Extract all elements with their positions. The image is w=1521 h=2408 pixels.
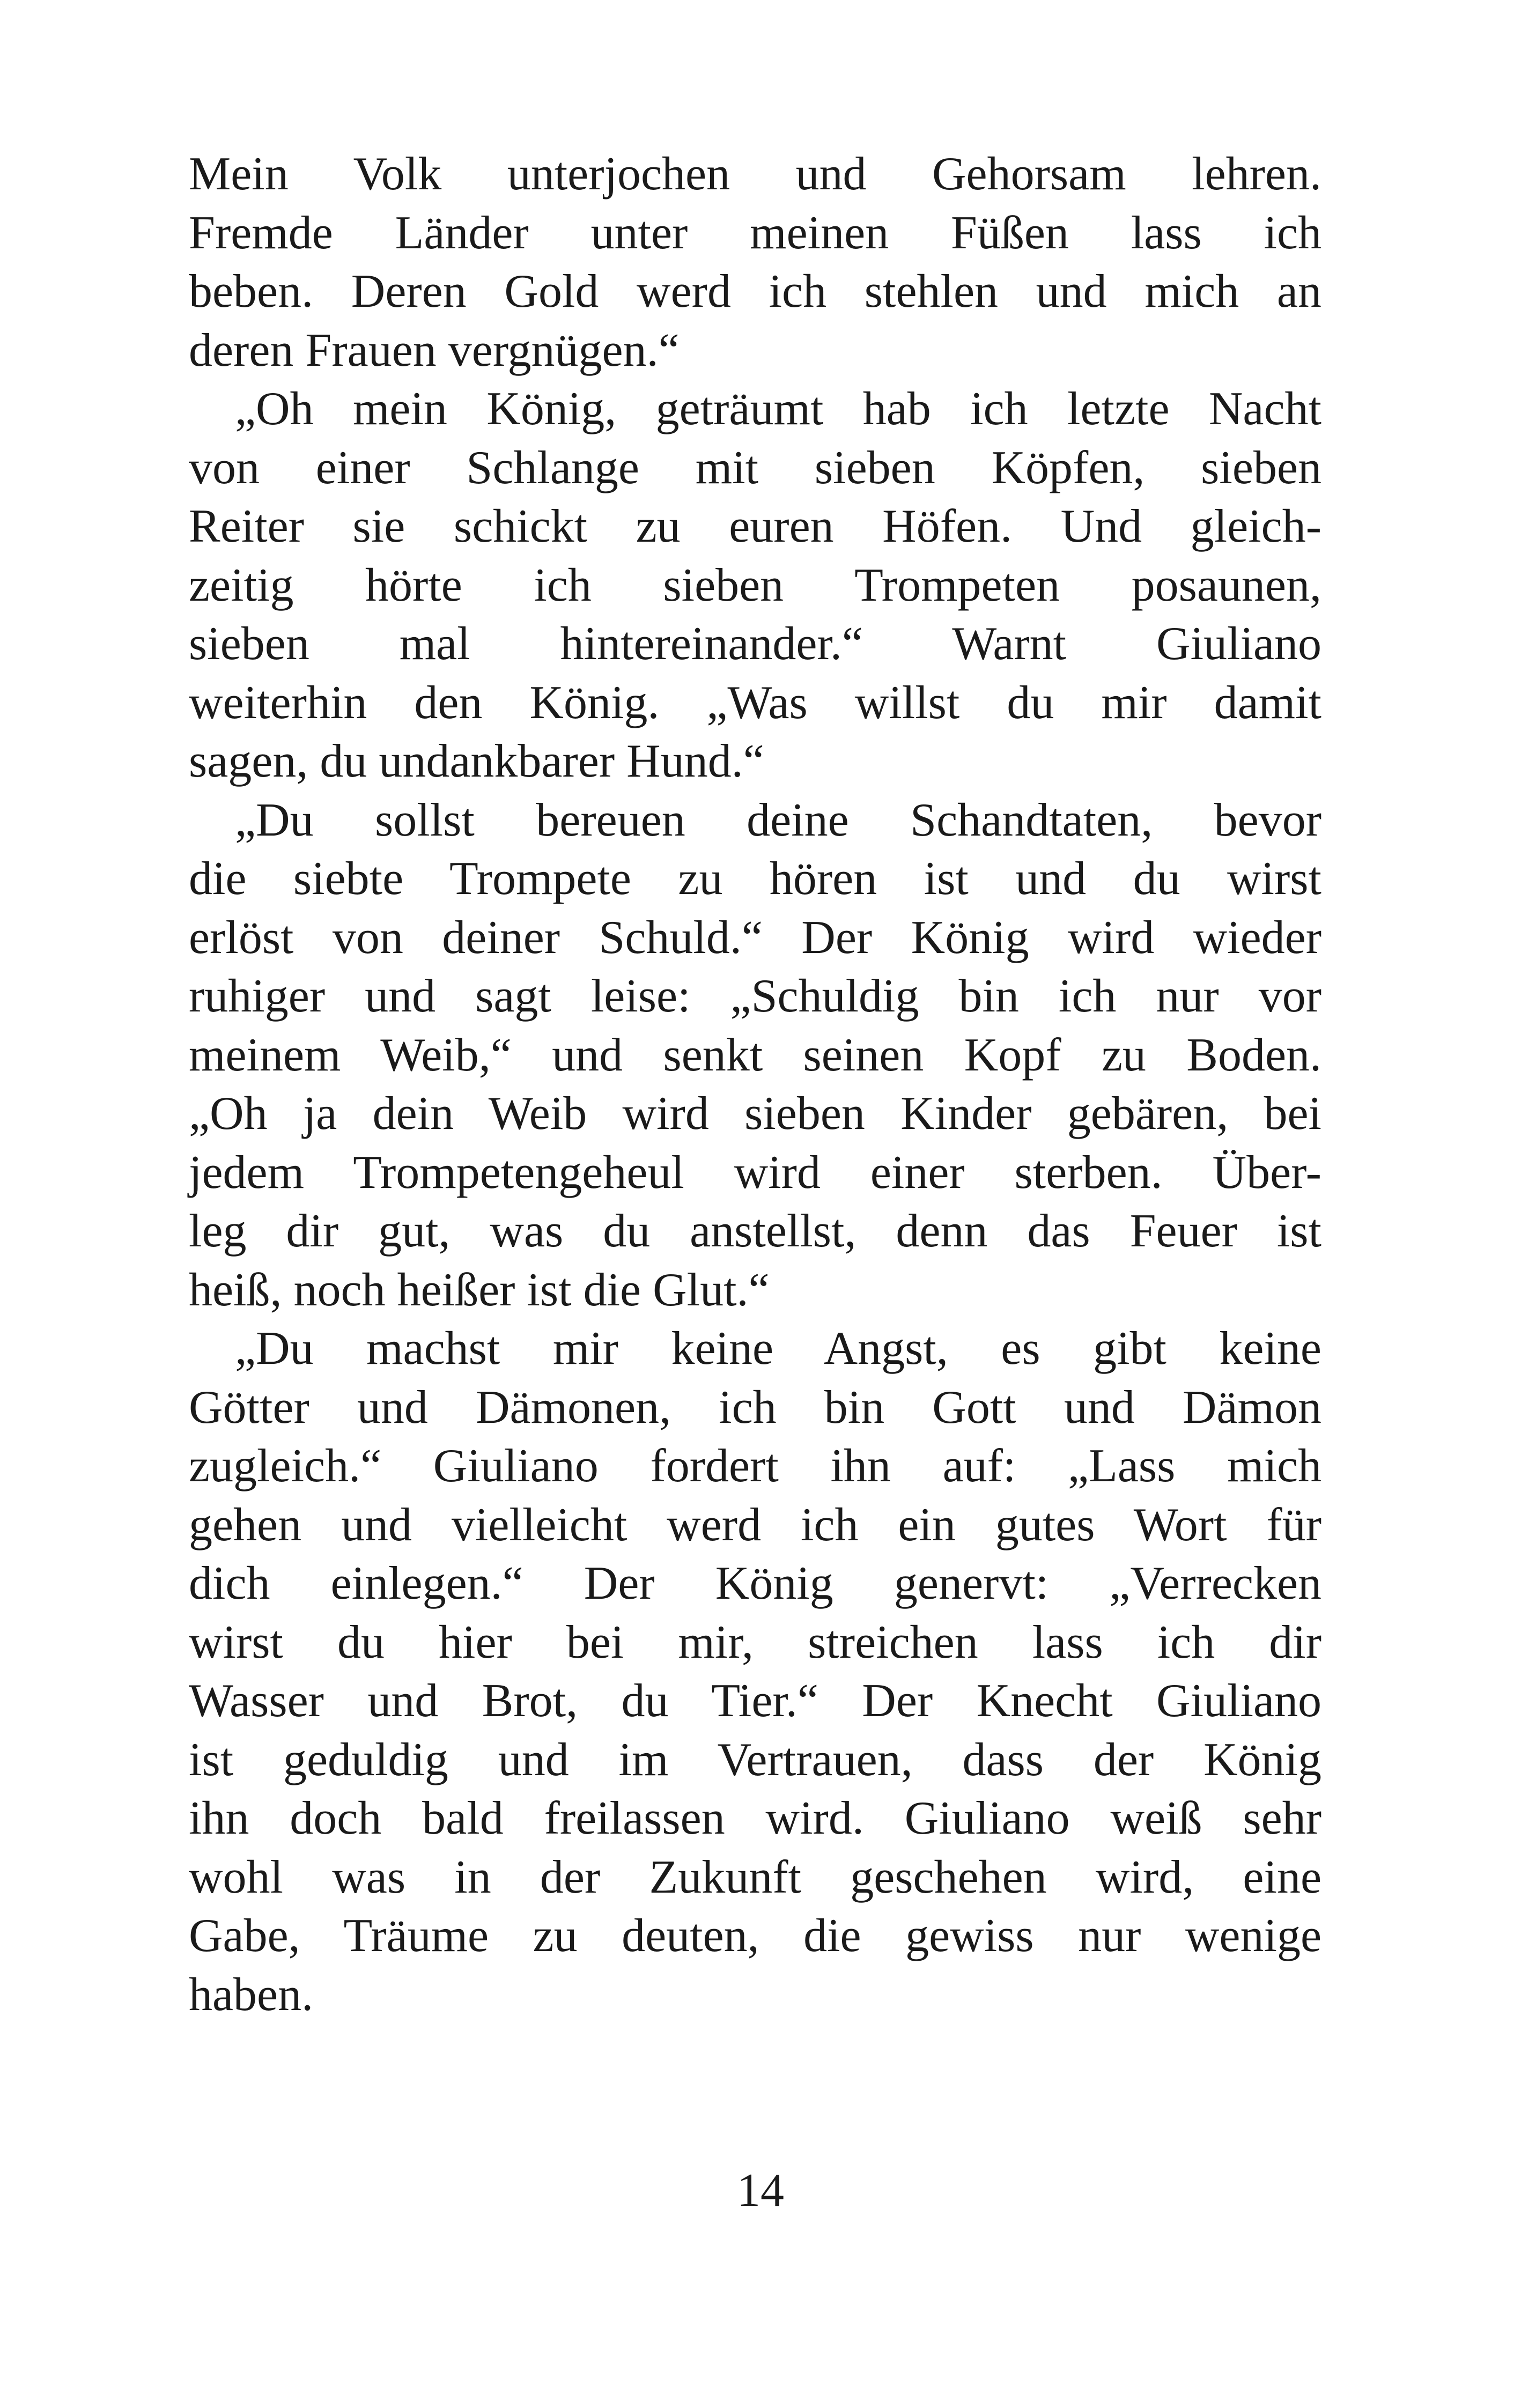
- text-line: Wasser und Brot, du Tier.“ Der Knecht Giuliano: [189, 1675, 1321, 1727]
- paragraph-1: [189, 145, 1321, 380]
- paragraph-2: [189, 380, 1321, 791]
- text-line: Reiter sie schickt zu euren Höfen. Und gleich-: [189, 500, 1321, 552]
- text-line: jedem Trompetengeheul wird einer sterben. Über-: [189, 1146, 1321, 1199]
- text-line: sieben mal hintereinander.“ Warnt Giuliano: [189, 618, 1321, 670]
- text-line: dich einlegen.“ Der König genervt: „Verrecken: [189, 1557, 1321, 1609]
- text-line: „Du sollst bereuen deine Schandtaten, bevor: [235, 794, 1321, 846]
- text-line: Götter und Dämonen, ich bin Gott und Dämon: [189, 1381, 1321, 1434]
- text-line: ist geduldig und im Vertrauen, dass der König: [189, 1733, 1321, 1786]
- text-line: Mein Volk unterjochen und Gehorsam lehren.: [189, 148, 1321, 200]
- text-line: deren Frauen vergnügen.“: [189, 324, 680, 376]
- text-line: gehen und vielleicht werd ich ein gutes Wort für: [189, 1498, 1321, 1551]
- text-line: heiß, noch heißer ist die Glut.“: [189, 1264, 770, 1316]
- text-line: haben.: [189, 1968, 314, 2021]
- text-line: sagen, du undankbarer Hund.“: [189, 735, 764, 787]
- text-line: Gabe, Träume zu deuten, die gewiss nur wenige: [189, 1910, 1321, 1962]
- text-line: „Oh ja dein Weib wird sieben Kinder gebären, bei: [189, 1088, 1321, 1140]
- text-line: „Oh mein König, geträumt hab ich letzte Nacht: [235, 383, 1321, 435]
- text-line: zeitig hörte ich sieben Trompeten posaunen,: [189, 559, 1321, 611]
- text-line: beben. Deren Gold werd ich stehlen und mich an: [189, 265, 1321, 317]
- text-line: erlöst von deiner Schuld.“ Der König wird wieder: [189, 911, 1321, 964]
- paragraph-4: [189, 1319, 1321, 2024]
- text-line: weiterhin den König. „Was willst du mir damit: [189, 676, 1321, 729]
- text-line: die siebte Trompete zu hören ist und du wirst: [189, 853, 1321, 905]
- text-line: „Du machst mir keine Angst, es gibt keine: [235, 1323, 1321, 1375]
- text-line: ihn doch bald freilassen wird. Giuliano weiß sehr: [189, 1792, 1321, 1844]
- text-line: zugleich.“ Giuliano fordert ihn auf: „Lass mich: [189, 1440, 1321, 1492]
- text-line: leg dir gut, was du anstellst, denn das Feuer ist: [189, 1205, 1321, 1257]
- body-text: [189, 145, 1321, 2024]
- text-line: wohl was in der Zukunft geschehen wird, eine: [189, 1851, 1321, 1903]
- text-line: von einer Schlange mit sieben Köpfen, sieben: [189, 441, 1321, 494]
- paragraph-3: [189, 791, 1321, 1320]
- text-line: wirst du hier bei mir, streichen lass ich dir: [189, 1616, 1321, 1668]
- text-line: Fremde Länder unter meinen Füßen lass ich: [189, 206, 1321, 259]
- text-line: meinem Weib,“ und senkt seinen Kopf zu Boden.: [189, 1029, 1321, 1081]
- text-line: ruhiger und sagt leise: „Schuldig bin ich nur vor: [189, 970, 1321, 1022]
- page-number: 14: [737, 2165, 784, 2217]
